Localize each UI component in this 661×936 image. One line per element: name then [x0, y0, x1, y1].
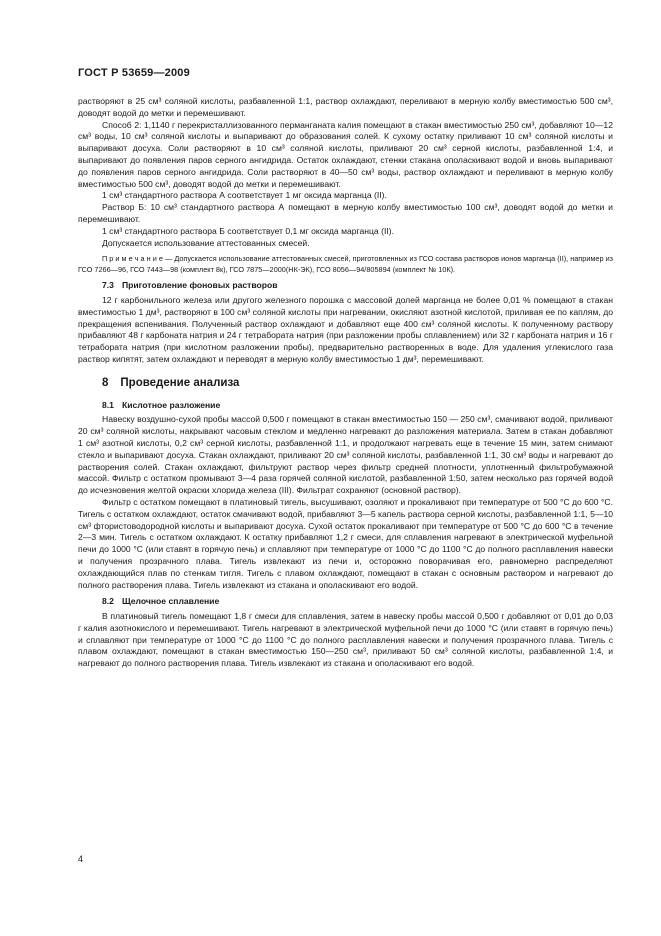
paragraph: 1 см³ стандартного раствора Б соответствует 0,1 мг оксида марганца (II). [102, 225, 394, 236]
paragraph: 1 см³ стандартного раствора А соответствует 1 мг оксида марганца (II). [102, 190, 387, 201]
section-number: 8.1 [102, 399, 114, 410]
note-text: Допускается использование аттестованных смесей, приготовленных из ГСО состава растворов ионов марганца (II), например из ГСО 7266—96, ГСО 7443—98 (комплект 8к), ГСО 7875—2000(НК-ЭК), ГСО 8056—94/805894 (комплект № 10К). [78, 254, 613, 274]
section-heading-8-1 [78, 400, 613, 412]
paragraph: Раствор Б: 10 см³ стандартного раствора А помещают в мерную колбу вместимостью 100 см³, доводят водой до метки и перемешивают. [78, 202, 613, 224]
section-number: 8 [102, 376, 109, 389]
section-heading-8-2 [78, 596, 613, 608]
paragraph: Допускается использование аттестованных смесей. [102, 237, 310, 248]
paragraph: 12 г карбонильного железа или другого железного порошка с массовой долей марганца не более 0,01 % помещают в стакан вместимостью 1 дм³, растворяют в 100 см³ соляной кислоты при нагревании, окисляют азотной кислотой, приливая ее по каплям, до прекращения вспенивания. Полученный раствор охлаждают и добавляют еще 400 см³ соляной кислоты. К полученному раствору прибавляют 48 г карбоната натрия и 24 г тетрабората натрия (при разложении пробы сплавлением) или 32 г карбоната натрия и 16 г тетрабората натрия (при кислотном разложении пробы), предварительно растворенных в воде. Для удаления углекислого газа раствор кипятят, затем охлаждают и переводят в мерную колбу вместимостью 1 дм³, перемешивают. [78, 294, 613, 364]
section-heading-7-3 [78, 280, 613, 292]
note-label: П р и м е ч а н и е — [102, 254, 173, 264]
document-body [78, 96, 613, 670]
paragraph: растворяют в 25 см³ соляной кислоты, разбавленной 1:1, раствор охлаждают, переливают в мерную колбу вместимостью 500 см³, доводят водой до метки и перемешивают. [78, 96, 613, 118]
paragraph: В платиновый тигель помещают 1,8 г смеси для сплавления, затем в навеску пробы массой 0,500 г добавляют от 0,01 до 0,03 г калия азотнокислого и перемешивают. Тигель нагревают в электрической муфельной печи до 1000 °С (или ставят в горячую печь) и сплавляют при температуре от 1000 °С до 1100 °С до полного расплавления навески и получения прозрачного плава. Тигель с плавом охлаждают, помещают в стакан вместимостью 150—250 см³, приливают 50 см³ соляной кислоты, разбавленной 1:4, и нагревают до полного растворения плава. Тигель извлекают из стакана и ополаскивают его водой. [78, 611, 613, 669]
section-title: Проведение анализа [120, 376, 240, 389]
section-heading-8 [78, 378, 613, 390]
section-number: 7.3 [102, 280, 114, 291]
document-header: ГОСТ Р 53659—2009 [78, 67, 190, 79]
page-number: 4 [78, 854, 84, 864]
section-title: Приготовление фоновых растворов [121, 280, 278, 291]
section-title: Щелочное сплавление [121, 596, 220, 607]
paragraph: Фильтр с остатком помещают в платиновый тигель, высушивают, озоляют и прокаливают при температуре от 500 °С до 600 °С. Тигель с остатком охлаждают, остаток смачивают водой, прибавляют 3—5 капель раствора серной кислоты, разбавленной 1:1, 5—10 см³ фтористоводородной кислоты и выпаривают досуха. Сухой остаток прокаливают при температуре от 500 °С до 600 °С в течение 2—3 мин. Тигель с остатком охлаждают. К остатку прибавляют 1,2 г смеси, для сплавления нагревают в электрической муфельной печи до 1000 °С (или ставят в горячую печь) и сплавляют при температуре от 1000 °С до 1100 °С до полного расплавления навески и получения прозрачного плава. Тигель извлекают из печи и, осторожно поворачивая его, равномерно распределяют охлаждающийся плав по стенкам тигля. Тигель с плавом охлаждают, помещают в стакан с основным раствором и нагревают до полного растворения плава. Тигель извлекают из стакана и ополаскивают его водой. [78, 496, 613, 590]
paragraph: Способ 2: 1,1140 г перекристаллизованного перманганата калия помещают в стакан вместимостью 250 см³, добавляют 10—12 см³ воды, 10 см³ соляной кислоты и выпаривают до образования солей. К сухому остатку приливают 10 см³ соляной кислоты и выпаривают досуха. Соли растворяют в 10 см³ соляной кислоты, приливают 20 см³ серной кислоты, разбавленной 1:4, и выпаривают до появления паров серного ангидрида. Остаток охлаждают, стенки стакана ополаскивают водой и вновь выпаривают до появления паров серного ангидрида. Соли растворяют в 40—50 см³ воды, раствор охлаждают и переливают в мерную колбу вместимостью 500 см³, доводят водой до метки и перемешивают. [78, 119, 613, 189]
paragraph: Навеску воздушно-сухой пробы массой 0,500 г помещают в стакан вместимостью 150 — 250 см³, смачивают водой, приливают 20 см³ соляной кислоты, накрывают часовым стеклом и медленно нагревают до разложения материала. Затем в стакан добавляют 1 см³ азотной кислоты, 0,2 см³ серной кислоты, разбавленной 1:1, и продолжают нагревать еще в течение 15 мин, затем снимают стекло и выпаривают досуха. Стакан охлаждают, приливают 20 см³ соляной кислоты, разбавленной 1:1, 30 см³ воды и нагревают до растворения солей. Стакан охлаждают, фильтруют раствор через фильтр средней плотности, уплотненный фильтробумажной массой. Фильтр с остатком промывают 3—4 раза горячей соляной кислотой, разбавленной 1:50, затем несколько раз горячей водой до исчезновения желтой окраски хлорида железа (III). Фильтрат сохраняют (основной раствор). [78, 414, 613, 496]
section-title: Кислотное разложение [121, 399, 221, 410]
note [78, 254, 613, 275]
section-number: 8.2 [102, 596, 114, 607]
